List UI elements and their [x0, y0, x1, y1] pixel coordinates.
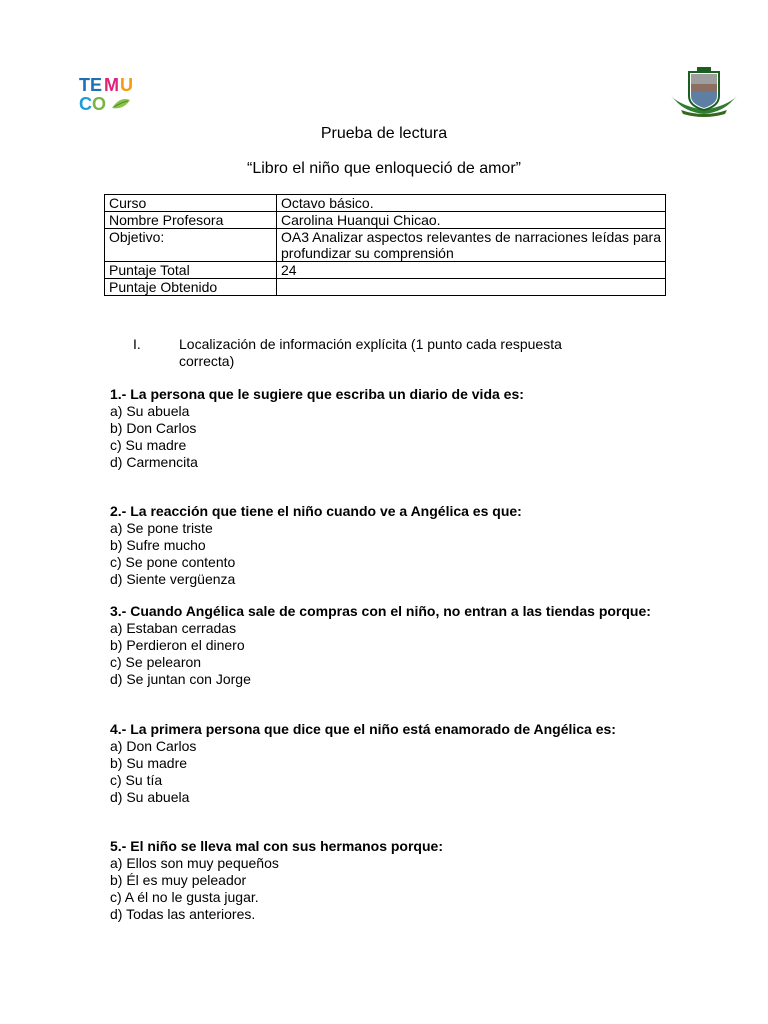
svg-text:TE: TE: [79, 75, 103, 95]
table-cell-value: Carolina Huanqui Chicao.: [277, 212, 666, 229]
svg-text:M: M: [104, 75, 119, 95]
answer-option: c) Se pelearon: [110, 654, 202, 670]
section-text: Localización de información explícita (1 punto cada respuesta correcta): [179, 336, 562, 369]
svg-text:U: U: [120, 75, 133, 95]
question-1: [110, 386, 670, 471]
answer-option: c) Su tía: [110, 772, 163, 788]
table-cell-value: 24: [277, 262, 666, 279]
question-stem: 3.- Cuando Angélica sale de compras con el niño, no entran a las tiendas porque:: [110, 603, 651, 619]
info-table: [104, 194, 666, 296]
question-stem: 1.- La persona que le sugiere que escriba un diario de vida es:: [110, 386, 524, 402]
answer-option: b) Él es muy peleador: [110, 872, 247, 888]
table-cell-value: [277, 279, 666, 296]
table-cell-value: OA3 Analizar aspectos relevantes de narraciones leídas para profundizar su comprensión: [277, 229, 666, 262]
answer-option: d) Siente vergüenza: [110, 571, 236, 587]
table-cell-label: Curso: [105, 195, 277, 212]
svg-text:O: O: [92, 94, 107, 114]
answer-option: b) Sufre mucho: [110, 537, 206, 553]
table-cell-label: Puntaje Total: [105, 262, 277, 279]
answer-option: c) Se pone contento: [110, 554, 236, 570]
answer-option: a) Estaban cerradas: [110, 620, 237, 636]
question-4: [110, 721, 670, 806]
question-2: [110, 503, 670, 588]
table-row: [105, 212, 666, 229]
section-number: I.: [133, 336, 141, 352]
answer-option: d) Carmencita: [110, 454, 198, 470]
table-row: [105, 195, 666, 212]
svg-text:C: C: [79, 94, 92, 114]
table-cell-label: Puntaje Obtenido: [105, 279, 277, 296]
question-5: [110, 838, 670, 923]
answer-option: d) Su abuela: [110, 789, 190, 805]
book-title: “Libro el niño que enloqueció de amor”: [247, 160, 521, 177]
answer-option: b) Su madre: [110, 755, 188, 771]
answer-option: a) Su abuela: [110, 403, 190, 419]
table-cell-label: Objetivo:: [105, 229, 277, 262]
table-row: [105, 229, 666, 262]
answer-option: c) Su madre: [110, 437, 187, 453]
table-row: [105, 262, 666, 279]
answer-option: a) Don Carlos: [110, 738, 197, 754]
answer-option: d) Todas las anteriores.: [110, 906, 256, 922]
answer-option: a) Ellos son muy pequeños: [110, 855, 279, 871]
document-title: Prueba de lectura: [320, 125, 448, 142]
school-crest-icon: [667, 66, 741, 118]
answer-option: b) Perdieron el dinero: [110, 637, 245, 653]
table-row: [105, 279, 666, 296]
temuco-logo: [78, 74, 136, 114]
answer-option: a) Se pone triste: [110, 520, 213, 536]
question-stem: 4.- La primera persona que dice que el niño está enamorado de Angélica es:: [110, 721, 616, 737]
answer-option: c) A él no le gusta jugar.: [110, 889, 259, 905]
question-3: [110, 603, 670, 688]
table-cell-label: Nombre Profesora: [105, 212, 277, 229]
answer-option: d) Se juntan con Jorge: [110, 671, 251, 687]
table-cell-value: Octavo básico.: [277, 195, 666, 212]
question-stem: 2.- La reacción que tiene el niño cuando ve a Angélica es que:: [110, 503, 522, 519]
answer-option: b) Don Carlos: [110, 420, 197, 436]
question-stem: 5.- El niño se lleva mal con sus hermanos porque:: [110, 838, 443, 854]
